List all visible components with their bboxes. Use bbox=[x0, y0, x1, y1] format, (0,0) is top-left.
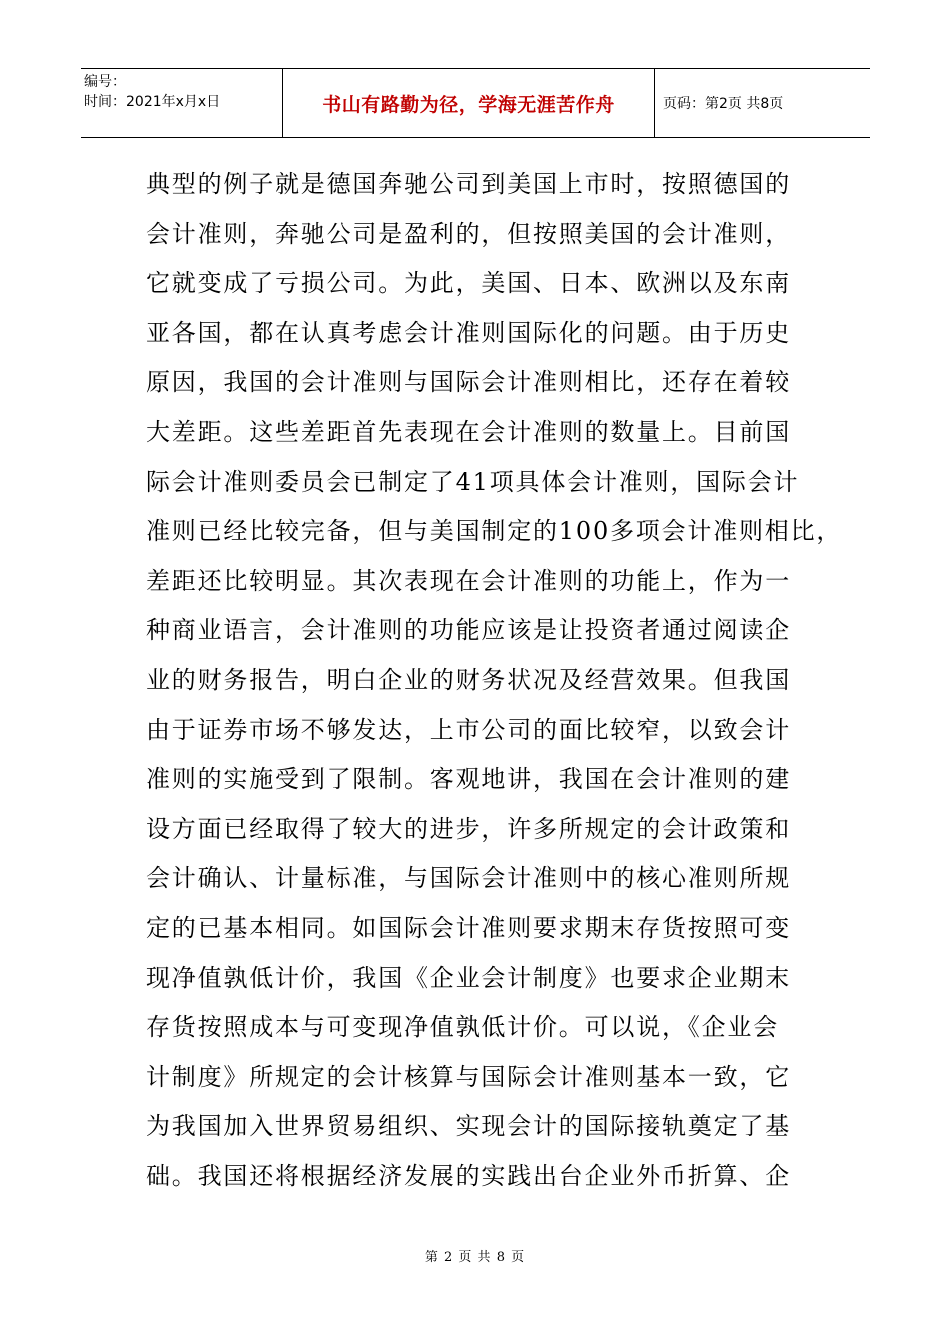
body-line: 际会计准则委员会已制定了41项具体会计准则，国际会计 bbox=[146, 467, 800, 496]
document-number-label: 编号： bbox=[84, 74, 126, 90]
body-line: 为我国加入世界贸易组织、实现会计的国际接轨奠定了基 bbox=[146, 1112, 791, 1141]
body-line: 种商业语言，会计准则的功能应该是让投资者通过阅读企 bbox=[146, 616, 791, 645]
body-line: 定的已基本相同。如国际会计准则要求期末存货按照可变 bbox=[146, 913, 791, 942]
body-line: 由于证券市场不够发达，上市公司的面比较窄，以致会计 bbox=[146, 715, 791, 744]
body-line: 础。我国还将根据经济发展的实践出台企业外币折算、企 bbox=[146, 1161, 791, 1190]
body-line: 亚各国，都在认真考虑会计准则国际化的问题。由于历史 bbox=[146, 318, 791, 347]
body-line: 存货按照成本与可变现净值孰低计价。可以说，《企业会 bbox=[146, 1013, 779, 1042]
header-slogan-cell bbox=[282, 69, 655, 137]
body-line: 会计确认、计量标准，与国际会计准则中的核心准则所规 bbox=[146, 864, 791, 893]
body-line: 会计准则，奔驰公司是盈利的，但按照美国的会计准则， bbox=[146, 219, 791, 248]
body-line: 准则的实施受到了限制。客观地讲，我国在会计准则的建 bbox=[146, 765, 791, 794]
body-line: 典型的例子就是德国奔驰公司到美国上市时，按照德国的 bbox=[146, 170, 791, 198]
body-line: 原因，我国的会计准则与国际会计准则相比，还存在着较 bbox=[146, 368, 791, 397]
body-line: 设方面已经取得了较大的进步，许多所规定的会计政策和 bbox=[146, 814, 791, 843]
page-header bbox=[81, 68, 870, 138]
body-line: 大差距。这些差距首先表现在会计准则的数量上。目前国 bbox=[146, 417, 791, 446]
body-line: 它就变成了亏损公司。为此，美国、日本、欧洲以及东南 bbox=[146, 269, 791, 298]
body-line: 现净值孰低计价，我国《企业会计制度》也要求企业期末 bbox=[146, 963, 791, 992]
body-line: 差距还比较明显。其次表现在会计准则的功能上，作为一 bbox=[146, 566, 791, 595]
footer-page-number: 第 2 页 共 8 页 bbox=[424, 1250, 526, 1265]
document-date: 时间：2021年x月x日 bbox=[84, 94, 221, 110]
body-line: 准则已经比较完备，但与美国制定的100多项会计准则相比， bbox=[146, 517, 843, 546]
header-page-info-cell bbox=[655, 69, 870, 137]
header-page-info: 页码：第2页 共8页 bbox=[663, 96, 784, 112]
body-line: 业的财务报告，明白企业的财务状况及经营效果。但我国 bbox=[146, 665, 791, 694]
body-line: 计制度》所规定的会计核算与国际会计准则基本一致，它 bbox=[146, 1062, 791, 1091]
page-footer bbox=[0, 1246, 950, 1265]
header-slogan: 书山有路勤为径，学海无涯苦作舟 bbox=[322, 93, 615, 116]
document-body bbox=[146, 160, 843, 1201]
header-meta bbox=[81, 69, 282, 137]
